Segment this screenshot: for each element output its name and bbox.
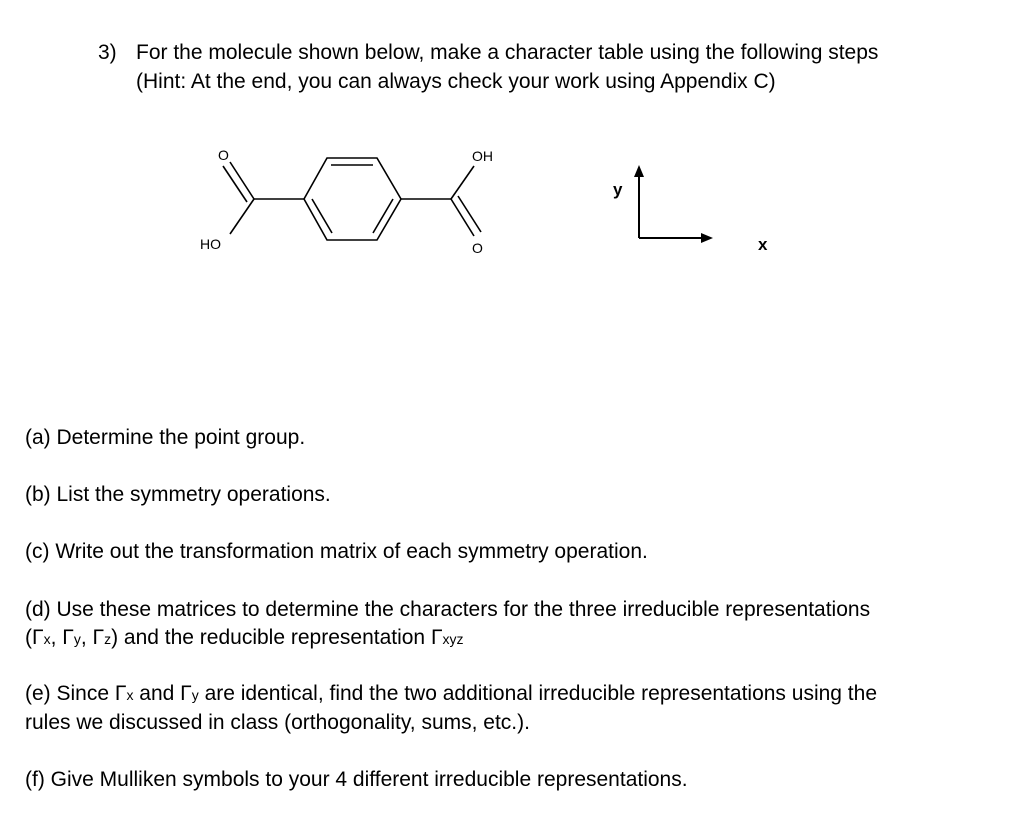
part-c: (c) Write out the transformation matrix of each symmetry operation. [25, 540, 648, 563]
question-number: 3) [98, 41, 117, 64]
benzene-ring [304, 158, 401, 240]
right-co-double-1 [451, 199, 474, 236]
label-o-top: O [218, 147, 229, 163]
y-axis-arrowhead-icon [634, 165, 644, 177]
right-co-double-2 [458, 196, 481, 232]
part-e [25, 680, 995, 737]
question-line-1: For the molecule shown below, make a character table using the following steps [136, 41, 879, 64]
part-d-line-2: (Γx, Γy, Γz) and the reducible representation Γxyz [25, 626, 464, 649]
molecule-figure [0, 0, 1024, 300]
right-c-oh-bond [451, 166, 474, 199]
part-b: (b) List the symmetry operations. [25, 483, 331, 506]
label-ho: HO [200, 236, 221, 252]
left-c-oh-bond [230, 199, 254, 234]
question-line-2: (Hint: At the end, you can always check your work using Appendix C) [136, 70, 776, 93]
part-d [25, 596, 995, 653]
axis-label-y: y [613, 180, 623, 199]
x-axis-arrowhead-icon [701, 233, 713, 243]
molecule-structure [0, 0, 1024, 300]
part-e-line-1: (e) Since Γx and Γy are identical, find the two additional irreducible representations using the [25, 682, 877, 705]
ring-inner-bond-left [312, 199, 332, 233]
part-f: (f) Give Mulliken symbols to your 4 different irreducible representations. [25, 768, 688, 791]
part-e-line-2: rules we discussed in class (orthogonality, sums, etc.). [25, 711, 530, 734]
axis-label-x: x [758, 235, 768, 254]
part-a: (a) Determine the point group. [25, 426, 306, 449]
label-oh: OH [472, 148, 493, 164]
ring-inner-bond-right [373, 199, 393, 233]
label-o-bottom: O [472, 240, 483, 256]
part-d-line-1: (d) Use these matrices to determine the characters for the three irreducible representations [25, 598, 871, 621]
